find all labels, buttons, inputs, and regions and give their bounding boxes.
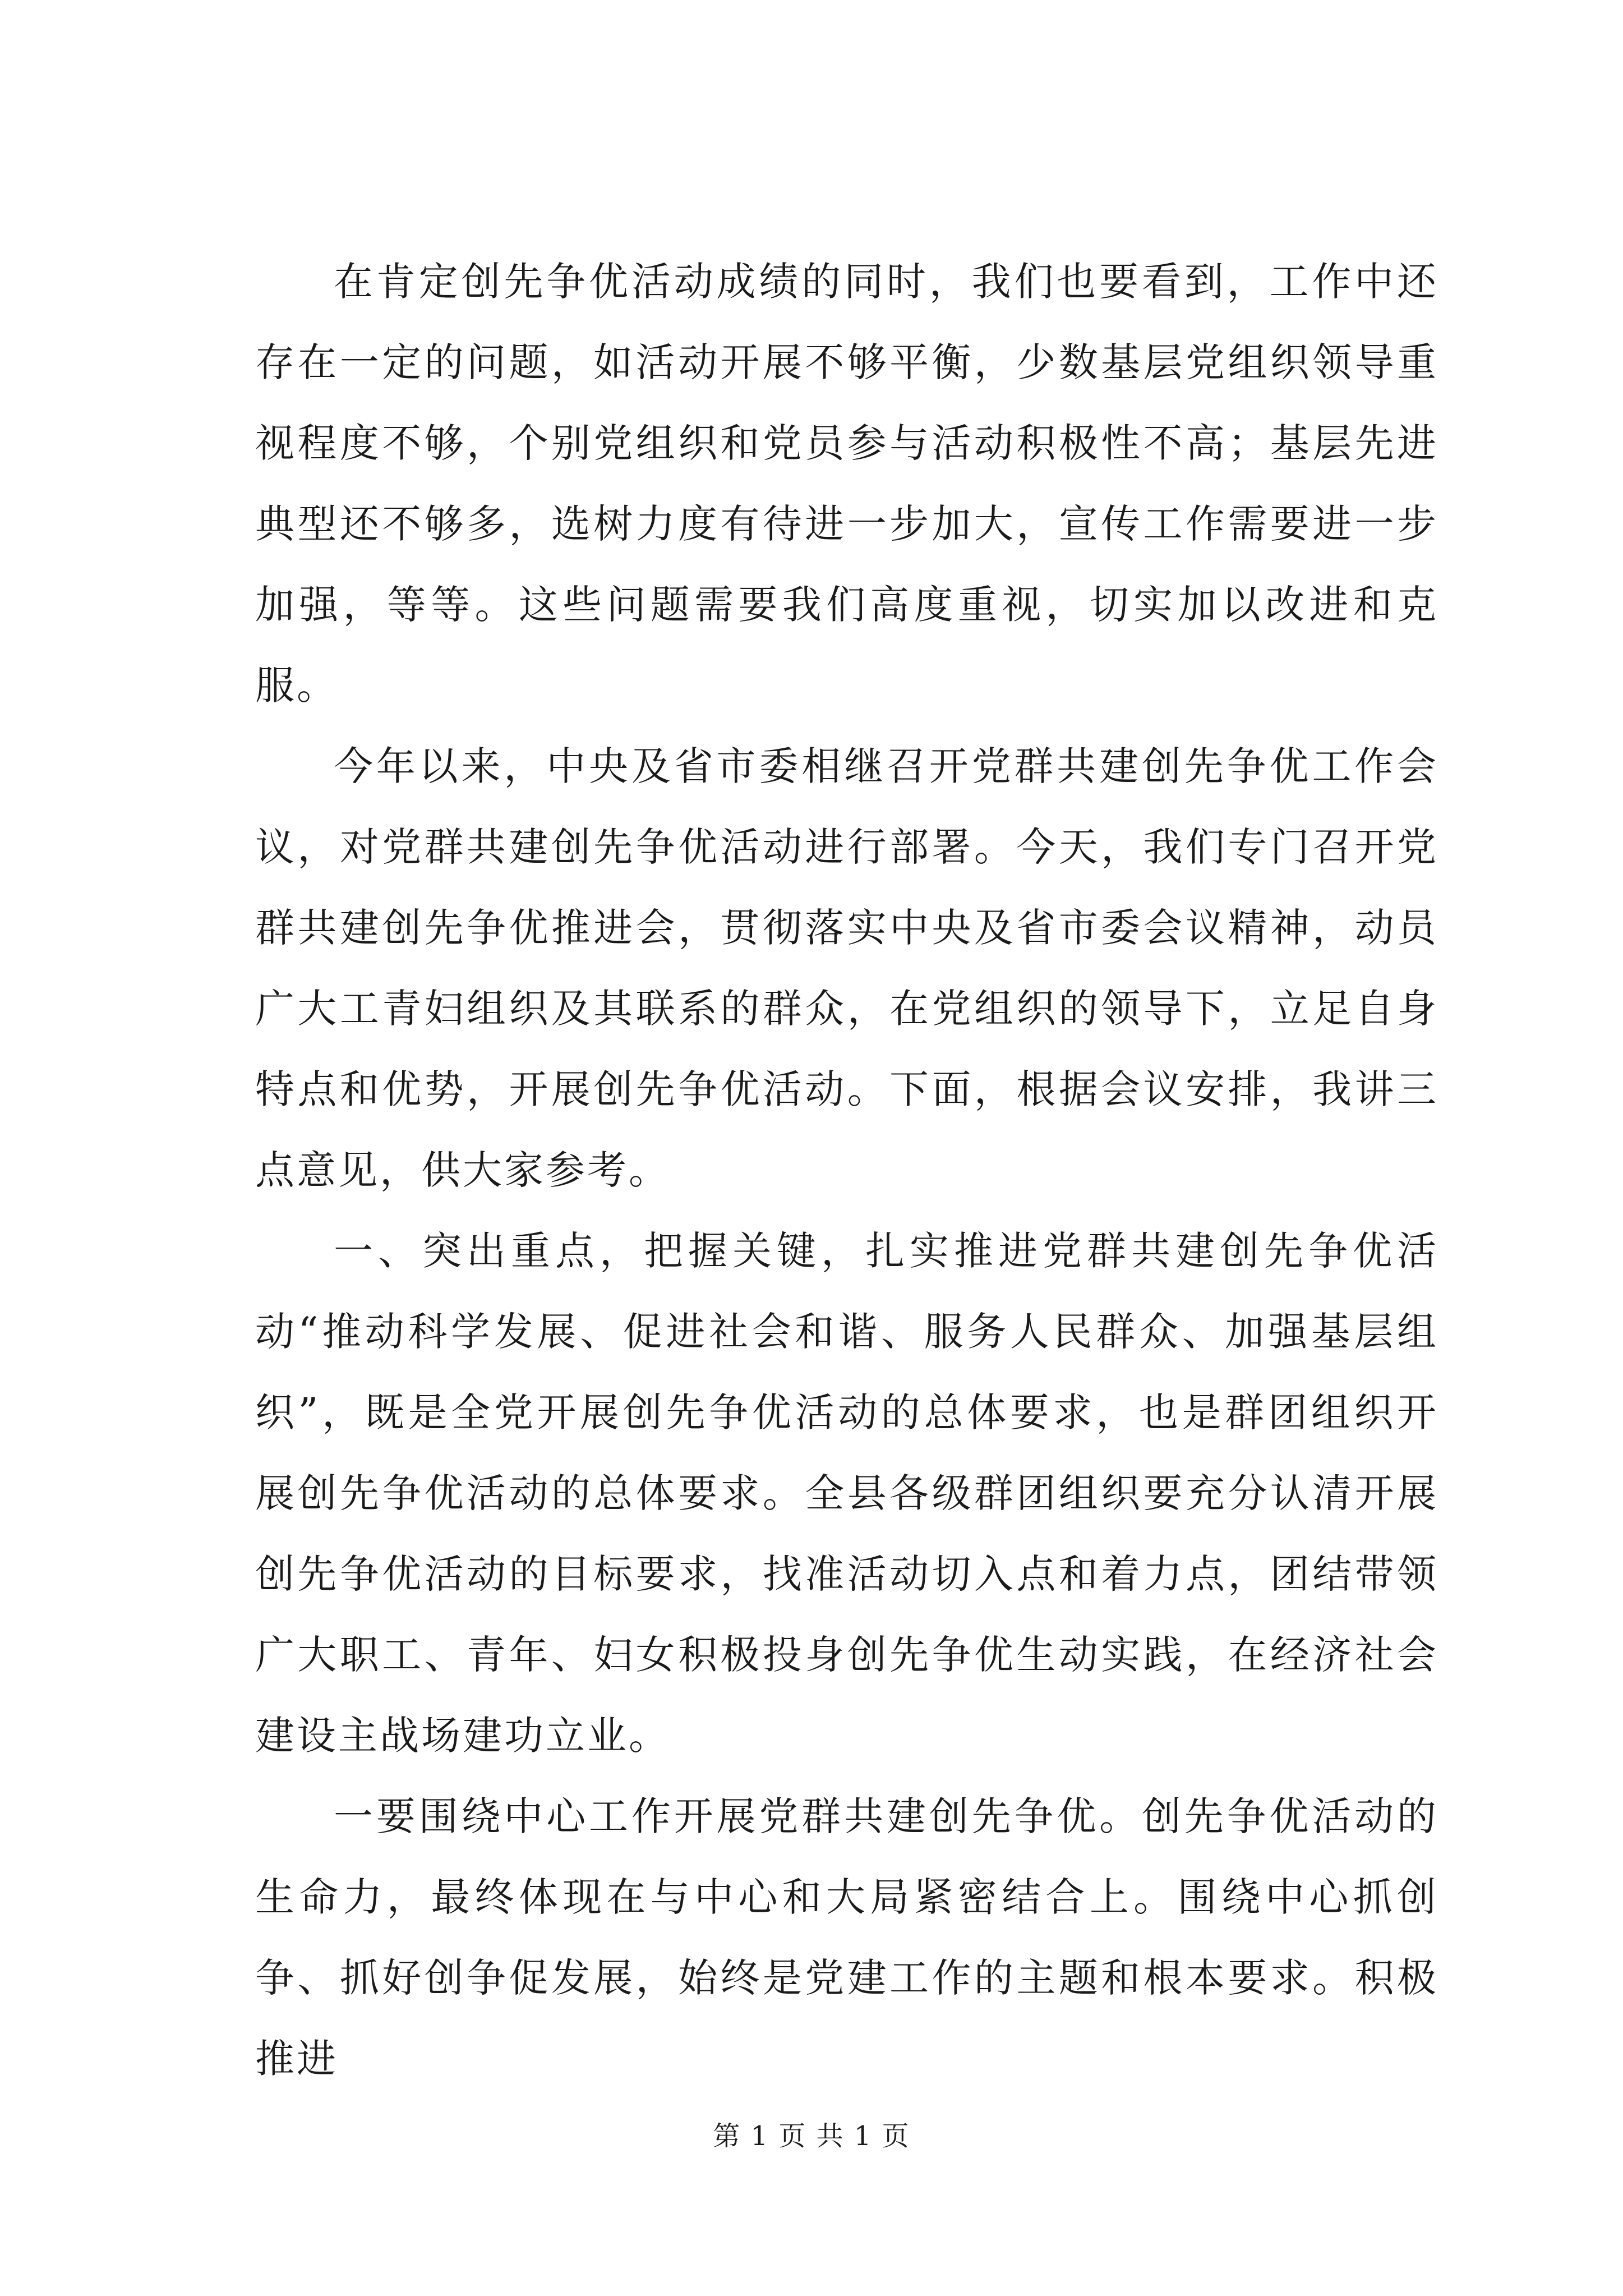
document-body xyxy=(255,241,1438,2099)
page-footer: 第 1 页 共 1 页 xyxy=(713,2120,910,2152)
paragraph-1: 在肯定创先争优活动成绩的同时，我们也要看到，工作中还存在一定的问题，如活动开展不够平衡，少数基层党组织领导重视程度不够，个别党组织和党员参与活动积极性不高；基层先进典型还不够多，选树力度有待进一步加大，宣传工作需要进一步加强，等等。这些问题需要我们高度重视，切实加以改进和克服。 xyxy=(255,259,1438,708)
paragraph-3: 一、突出重点，把握关键，扎实推进党群共建创先争优活动“推动科学发展、促进社会和谐、服务人民群众、加强基层组织”，既是全党开展创先争优活动的总体要求，也是群团组织开展创先争优活动的总体要求。全县各级群团组织要充分认清开展创先争优活动的目标要求，找准活动切入点和着力点，团结带领广大职工、青年、妇女积极投身创先争优生动实践，在经济社会建设主战场建功立业。 xyxy=(255,1228,1438,1759)
paragraph-4: 一要围绕中心工作开展党群共建创先争优。创先争优活动的生命力，最终体现在与中心和大局紧密结合上。围绕中心抓创争、抓好创争促发展，始终是党建工作的主题和根本要求。积极推进 xyxy=(255,1793,1438,2082)
paragraph-2: 今年以来，中央及省市委相继召开党群共建创先争优工作会议，对党群共建创先争优活动进行部署。今天，我们专门召开党群共建创先争优推进会，贯彻落实中央及省市委会议精神，动员广大工青妇组织及其联系的群众，在党组织的领导下，立足自身特点和优势，开展创先争优活动。下面，根据会议安排，我讲三点意见，供大家参考。 xyxy=(255,743,1438,1193)
